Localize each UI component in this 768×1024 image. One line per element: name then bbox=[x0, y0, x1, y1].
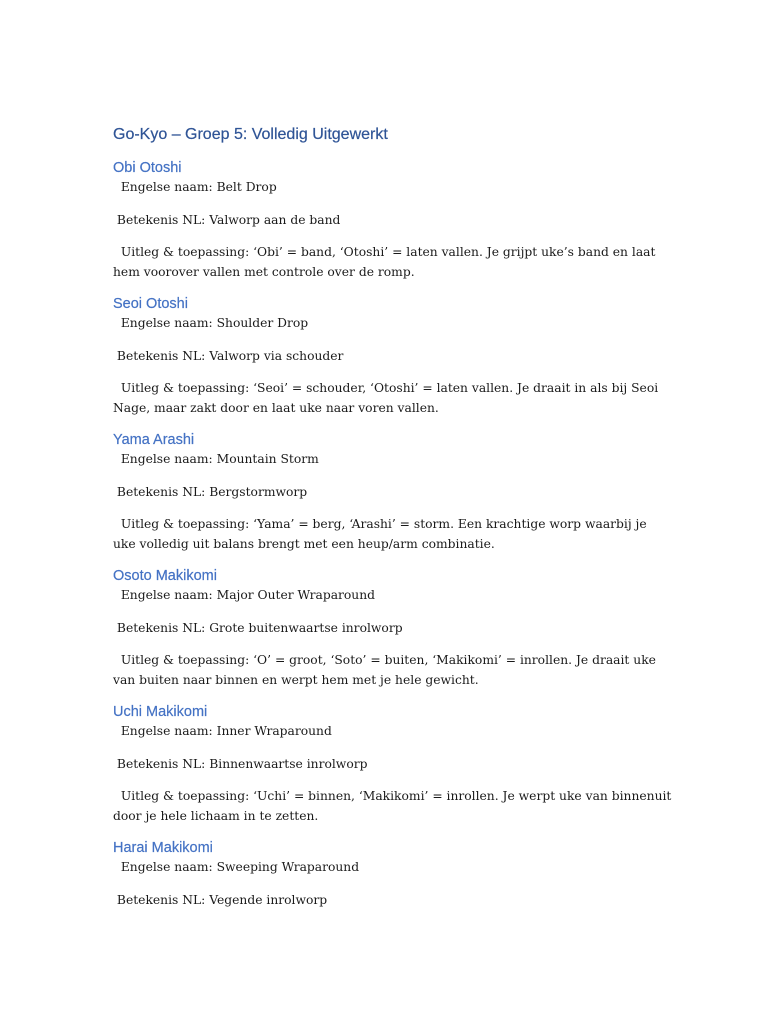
section-heading: Uchi Makikomi bbox=[113, 704, 208, 720]
section-heading: Osoto Makikomi bbox=[113, 568, 217, 584]
explanation: Uitleg & toepassing: ‘Seoi’ = schouder, ‘Otoshi’ = laten vallen. Je draait in als bij Seoi Nage, maar zakt door en laat uke naar voren vallen. bbox=[113, 381, 663, 415]
section-harai-makikomi bbox=[113, 838, 673, 910]
section-yama-arashi bbox=[113, 430, 673, 566]
explanation: Uitleg & toepassing: ‘Obi’ = band, ‘Otoshi’ = laten vallen. Je grijpt uke’s band en laat hem voorover vallen met controle over de romp. bbox=[113, 245, 660, 279]
english-name: Engelse naam: Mountain Storm bbox=[113, 452, 319, 466]
section-uchi-makikomi bbox=[113, 702, 676, 838]
english-name: Engelse naam: Sweeping Wraparound bbox=[113, 860, 360, 874]
meaning-nl: Betekenis NL: Valworp via schouder bbox=[113, 348, 344, 363]
document-page bbox=[113, 124, 676, 910]
meaning-nl: Betekenis NL: Grote buitenwaartse inrolworp bbox=[113, 620, 403, 635]
english-name: Engelse naam: Inner Wraparound bbox=[113, 724, 332, 738]
explanation: Uitleg & toepassing: ‘Uchi’ = binnen, ‘Makikomi’ = inrollen. Je werpt uke van binnenuit door je hele lichaam in te zetten. bbox=[113, 789, 676, 823]
section-osoto-makikomi bbox=[113, 566, 673, 702]
section-seoi-otoshi bbox=[113, 294, 673, 430]
meaning-nl: Betekenis NL: Binnenwaartse inrolworp bbox=[113, 756, 368, 771]
explanation: Uitleg & toepassing: ‘O’ = groot, ‘Soto’ = buiten, ‘Makikomi’ = inrollen. Je draait uke van buiten naar binnen en werpt hem met je hele gewicht. bbox=[113, 653, 660, 687]
meaning-nl: Betekenis NL: Valworp aan de band bbox=[113, 212, 341, 227]
explanation: Uitleg & toepassing: ‘Yama’ = berg, ‘Arashi’ = storm. Een krachtige worp waarbij je uke volledig uit balans brengt met een heup/arm combinatie. bbox=[113, 517, 651, 551]
section-heading: Yama Arashi bbox=[113, 432, 195, 448]
section-heading: Seoi Otoshi bbox=[113, 296, 188, 312]
meaning-nl: Betekenis NL: Bergstormworp bbox=[113, 484, 308, 499]
section-heading: Obi Otoshi bbox=[113, 160, 182, 176]
section-obi-otoshi bbox=[113, 158, 673, 294]
document-title: Go-Kyo – Groep 5: Volledig Uitgewerkt bbox=[113, 126, 388, 143]
english-name: Engelse naam: Major Outer Wraparound bbox=[113, 588, 376, 602]
meaning-nl: Betekenis NL: Vegende inrolworp bbox=[113, 892, 328, 907]
english-name: Engelse naam: Belt Drop bbox=[113, 180, 277, 194]
section-heading: Harai Makikomi bbox=[113, 840, 213, 856]
english-name: Engelse naam: Shoulder Drop bbox=[113, 316, 309, 330]
